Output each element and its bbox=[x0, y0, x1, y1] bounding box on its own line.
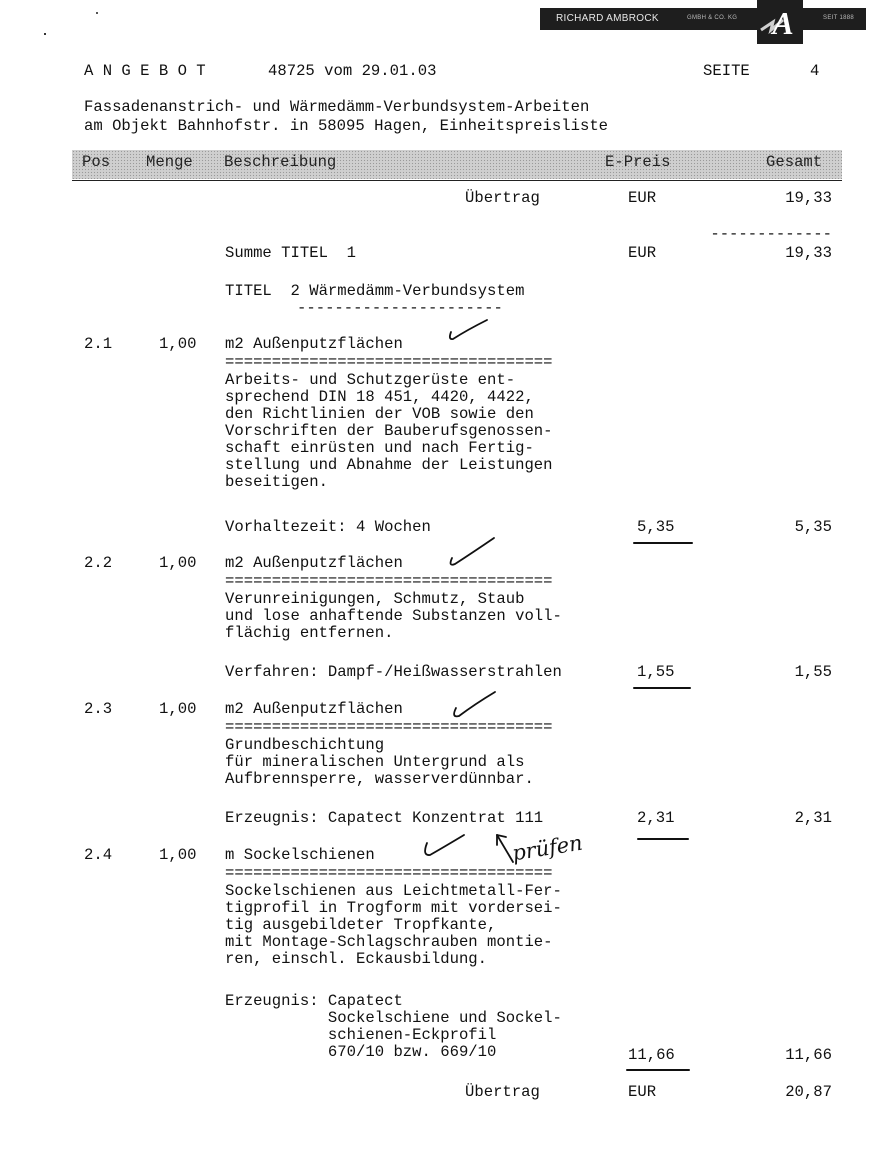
position-number: 2.4 bbox=[84, 846, 113, 864]
position-total: 1,55 bbox=[794, 663, 832, 681]
position-total: 2,31 bbox=[794, 809, 832, 827]
position-quantity: 1,00 bbox=[159, 335, 197, 353]
title1-sum-currency: EUR bbox=[628, 244, 657, 262]
position-quantity: 1,00 bbox=[159, 846, 197, 864]
company-name: RICHARD AMBROCK bbox=[556, 13, 659, 24]
position-long-text: Arbeits- und Schutzgerüste ent- sprechend DIN 18 451, 4420, 4422, den Richtlinien der VOB sowie den Vorschriften der Bauberufsgenossen- schaft einrüsten und nach Fertig- stellung und Abnahme der Leistungen beseitigen. bbox=[225, 371, 553, 491]
carry-out-amount: 20,87 bbox=[785, 1083, 832, 1101]
column-epreis: E-Preis bbox=[605, 153, 671, 171]
price-underline bbox=[633, 542, 693, 544]
title1-sum-amount: 19,33 bbox=[785, 244, 832, 262]
position-unit-price: 11,66 bbox=[628, 1046, 675, 1064]
title1-sum-label: Summe TITEL 1 bbox=[225, 244, 357, 262]
letterhead-banner bbox=[540, 8, 866, 30]
position-unit-description: m2 Außenputzflächen bbox=[225, 335, 403, 353]
position-long-text: Verunreinigungen, Schmutz, Staub und lose anhaftende Substanzen voll- flächig entfernen. bbox=[225, 590, 562, 642]
page-label: SEITE bbox=[703, 62, 750, 80]
company-legal-form: GMBH & CO. KG bbox=[687, 15, 738, 21]
page-number: 4 bbox=[810, 62, 820, 80]
position-unit-price: 2,31 bbox=[637, 809, 675, 827]
price-underline bbox=[637, 838, 689, 840]
column-pos: Pos bbox=[82, 153, 111, 171]
position-total: 11,66 bbox=[785, 1046, 832, 1064]
subject-line-2: am Objekt Bahnhofstr. in 58095 Hagen, Einheitspreisliste bbox=[84, 117, 609, 135]
position-quantity: 1,00 bbox=[159, 554, 197, 572]
table-header bbox=[72, 150, 842, 179]
position-unit-price: 5,35 bbox=[637, 518, 675, 536]
position-number: 2.3 bbox=[84, 700, 113, 718]
position-detail: Verfahren: Dampf-/Heißwasserstrahlen bbox=[225, 663, 562, 681]
carry-in-amount: 19,33 bbox=[785, 189, 832, 207]
logo-letter: A bbox=[772, 5, 794, 41]
position-unit-price: 1,55 bbox=[637, 663, 675, 681]
position-unit-description: m Sockelschienen bbox=[225, 846, 375, 864]
subject-line-1: Fassadenanstrich- und Wärmedämm-Verbundsystem-Arbeiten bbox=[84, 98, 590, 116]
document-reference: 48725 vom 29.01.03 bbox=[268, 62, 437, 80]
carry-out-label: Übertrag bbox=[465, 1083, 540, 1101]
scan-speck bbox=[96, 12, 98, 14]
position-equals-rule: =================================== bbox=[225, 864, 553, 882]
company-since: SEIT 1888 bbox=[823, 15, 854, 21]
position-equals-rule: =================================== bbox=[225, 572, 553, 590]
position-long-text: Grundbeschichtung für mineralischen Untergrund als Aufbrennsperre, wasserverdünnbar. bbox=[225, 736, 534, 788]
position-unit-description: m2 Außenputzflächen bbox=[225, 554, 403, 572]
handwritten-note: prüfen bbox=[510, 830, 585, 866]
position-equals-rule: =================================== bbox=[225, 718, 553, 736]
position-quantity: 1,00 bbox=[159, 700, 197, 718]
carry-in-currency: EUR bbox=[628, 189, 657, 207]
position-number: 2.2 bbox=[84, 554, 113, 572]
position-detail: Vorhaltezeit: 4 Wochen bbox=[225, 518, 431, 536]
price-underline bbox=[626, 1069, 690, 1071]
scan-speck bbox=[44, 33, 46, 35]
handwritten-check-icon bbox=[445, 318, 490, 348]
carry-in-label: Übertrag bbox=[465, 189, 540, 207]
position-unit-description: m2 Außenputzflächen bbox=[225, 700, 403, 718]
position-equals-rule: =================================== bbox=[225, 353, 553, 371]
carry-out-currency: EUR bbox=[628, 1083, 657, 1101]
position-total: 5,35 bbox=[794, 518, 832, 536]
position-detail: Erzeugnis: Capatect Konzentrat 111 bbox=[225, 809, 544, 827]
position-long-text: Sockelschienen aus Leichtmetall-Fer- tigprofil in Trogform mit vordersei- tig ausgebildeter Tropfkante, mit Montage-Schlagschrauben montie- ren, einschl. Eckausbildung. bbox=[225, 882, 562, 968]
company-logo-icon bbox=[757, 0, 803, 44]
sum-dash-rule: ------------- bbox=[710, 225, 832, 243]
price-underline bbox=[633, 687, 691, 689]
position-number: 2.1 bbox=[84, 335, 113, 353]
handwritten-check-icon bbox=[444, 536, 496, 572]
header-rule bbox=[72, 180, 842, 181]
column-gesamt: Gesamt bbox=[766, 153, 823, 171]
column-menge: Menge bbox=[146, 153, 193, 171]
title2-underline: ---------------------- bbox=[297, 299, 503, 317]
column-beschreibung: Beschreibung bbox=[224, 153, 337, 171]
document-type: A N G E B O T bbox=[84, 62, 206, 80]
handwritten-check-icon bbox=[449, 688, 497, 722]
position-detail: Erzeugnis: Capatect Sockelschiene und Sockel- schienen-Eckprofil 670/10 bzw. 669/10 bbox=[225, 992, 562, 1061]
title2-heading: TITEL 2 Wärmedämm-Verbundsystem bbox=[225, 282, 525, 300]
handwritten-check-icon bbox=[420, 830, 466, 862]
